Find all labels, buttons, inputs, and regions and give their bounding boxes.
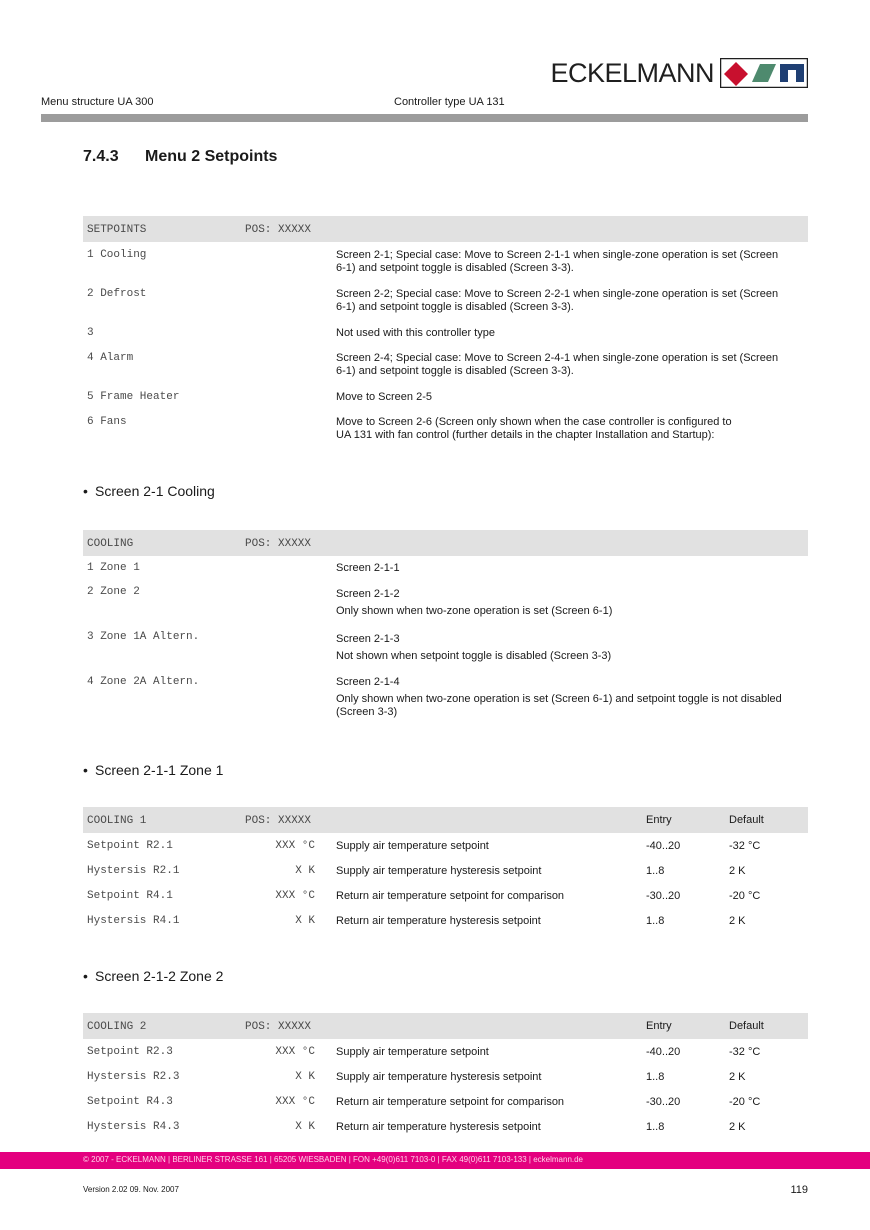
table-row (83, 669, 808, 719)
row-label: Hystersis R4.3 (87, 1121, 180, 1133)
row-value: X K (295, 915, 315, 927)
header-default: Default (729, 814, 764, 826)
table-row (83, 833, 808, 858)
bullet-icon: • (83, 762, 88, 778)
row-default: -32 °C (729, 1046, 761, 1058)
zone2-table (83, 1013, 808, 1139)
row-entry: 1..8 (646, 1121, 665, 1133)
row-label: 4 Alarm (87, 352, 134, 364)
row-desc: Supply air temperature setpoint (336, 840, 489, 852)
table-row (83, 858, 808, 883)
header-entry: Entry (646, 814, 672, 826)
row-desc: Supply air temperature setpoint (336, 1046, 489, 1058)
row-label: 3 Zone 1A Altern. (87, 631, 200, 643)
header-left: Menu structure UA 300 (41, 96, 154, 108)
row-value: XXX °C (275, 840, 315, 852)
brand-logo (550, 58, 808, 88)
row-entry: 1..8 (646, 915, 665, 927)
row-entry: 1..8 (646, 1071, 665, 1083)
table-row (83, 1114, 808, 1139)
header-bar (41, 114, 808, 122)
table-header (83, 1013, 808, 1039)
header-middle: Controller type UA 131 (394, 96, 505, 108)
row-desc: Screen 2-1-2 Only shown when two-zone operation is set (Screen 6-1) (336, 588, 613, 617)
row-desc: Screen 2-4; Special case: Move to Screen 2-4-1 when single-zone operation is set (Screen 6-1) and setpoint toggle is disabled (Screen 3-3). (336, 352, 779, 377)
row-label: 4 Zone 2A Altern. (87, 676, 200, 688)
row-desc: Return air temperature setpoint for comparison (336, 890, 565, 902)
table-row (83, 242, 808, 281)
header-entry: Entry (646, 1020, 672, 1032)
header-pos: POS: XXXXX (245, 224, 312, 236)
table-row (83, 409, 808, 448)
table-row (83, 1064, 808, 1089)
row-desc: Supply air temperature hysteresis setpoint (336, 1071, 542, 1083)
row-desc: Not used with this controller type (336, 327, 495, 339)
footer-contact: © 2007 - ECKELMANN | BERLINER STRASSE 161 | 65205 WIESBADEN | FON +49(0)611 7103-0 | FAX 49(0)611 7103-133 | eckelmann.de (83, 1155, 584, 1164)
row-default: 2 K (729, 915, 746, 927)
table-header (83, 530, 808, 556)
row-desc: Screen 2-1; Special case: Move to Screen 2-1-1 when single-zone operation is set (Screen 6-1) and setpoint toggle is disabled (Screen 3-3). (336, 249, 779, 274)
section-number: 7.4.3 (83, 148, 119, 165)
header-title: COOLING (87, 538, 134, 550)
table-row (83, 1089, 808, 1114)
header-pos: POS: XXXXX (245, 815, 312, 827)
row-default: -20 °C (729, 1096, 761, 1108)
table-row (83, 883, 808, 908)
row-default: 2 K (729, 1071, 746, 1083)
row-desc: Move to Screen 2-5 (336, 391, 432, 403)
table-row (83, 579, 808, 624)
table-row (83, 384, 808, 409)
row-desc: Move to Screen 2-6 (Screen only shown when the case controller is configured to UA 131 with fan control (further details in the chapter Installation and Startup): (336, 416, 732, 441)
table-header (83, 807, 808, 833)
header-title: COOLING 1 (87, 815, 147, 827)
row-label: Hystersis R4.1 (87, 915, 180, 927)
row-default: -32 °C (729, 840, 761, 852)
table-row (83, 345, 808, 384)
row-entry: -30..20 (646, 890, 681, 902)
row-label: 1 Zone 1 (87, 562, 140, 574)
section-title-text: Menu 2 Setpoints (145, 148, 278, 165)
bullet-heading: • Screen 2-1-1 Zone 1 (83, 762, 224, 778)
row-entry: 1..8 (646, 865, 665, 877)
row-desc: Screen 2-1-1 (336, 562, 400, 574)
row-value: XXX °C (275, 1046, 315, 1058)
table-row (83, 281, 808, 320)
table-row (83, 908, 808, 933)
section-title (83, 148, 277, 166)
row-desc: Return air temperature hysteresis setpoint (336, 915, 541, 927)
row-label: Hystersis R2.1 (87, 865, 180, 877)
row-label: Setpoint R2.3 (87, 1046, 173, 1058)
header-pos: POS: XXXXX (245, 538, 312, 550)
row-label: Hystersis R2.3 (87, 1071, 180, 1083)
row-entry: -40..20 (646, 1046, 681, 1058)
row-label: 2 Defrost (87, 288, 147, 300)
row-desc: Return air temperature hysteresis setpoint (336, 1121, 541, 1133)
row-default: -20 °C (729, 890, 761, 902)
zone1-table (83, 807, 808, 933)
cooling-table (83, 530, 808, 719)
row-entry: -40..20 (646, 840, 681, 852)
row-label: 5 Frame Heater (87, 391, 180, 403)
row-label: 2 Zone 2 (87, 586, 140, 598)
row-value: X K (295, 865, 315, 877)
row-label: Setpoint R4.3 (87, 1096, 173, 1108)
version-info: Version 2.02 09. Nov. 2007 (83, 1185, 179, 1194)
row-desc: Supply air temperature hysteresis setpoint (336, 865, 542, 877)
row-label: 3 (87, 327, 94, 339)
page-number: 119 (790, 1184, 808, 1196)
bullet-heading: • Screen 2-1 Cooling (83, 483, 215, 499)
bullet-heading: • Screen 2-1-2 Zone 2 (83, 968, 224, 984)
row-value: XXX °C (275, 890, 315, 902)
row-label: 1 Cooling (87, 249, 147, 261)
table-row (83, 1039, 808, 1064)
row-desc: Return air temperature setpoint for comparison (336, 1096, 565, 1108)
header-pos: POS: XXXXX (245, 1021, 312, 1033)
header-title: SETPOINTS (87, 224, 147, 236)
row-desc: Screen 2-2; Special case: Move to Screen 2-2-1 when single-zone operation is set (Screen 6-1) and setpoint toggle is disabled (Screen 3-3). (336, 288, 779, 313)
row-desc: Screen 2-1-4 Only shown when two-zone operation is set (Screen 6-1) and setpoint toggle is not disabled (Screen 3-3) (336, 676, 782, 718)
table-row (83, 624, 808, 669)
row-value: X K (295, 1071, 315, 1083)
header-title: COOLING 2 (87, 1021, 147, 1033)
brand-name: ECKELMANN (550, 57, 714, 88)
row-default: 2 K (729, 1121, 746, 1133)
table-row (83, 320, 808, 345)
row-desc: Screen 2-1-3 Not shown when setpoint toggle is disabled (Screen 3-3) (336, 633, 612, 662)
setpoints-table (83, 216, 808, 448)
bullet-icon: • (83, 483, 88, 499)
row-label: 6 Fans (87, 416, 127, 428)
header-default: Default (729, 1020, 764, 1032)
logo-mark-icon (720, 58, 808, 88)
row-value: X K (295, 1121, 315, 1133)
table-row (83, 556, 808, 579)
row-value: XXX °C (275, 1096, 315, 1108)
table-header (83, 216, 808, 242)
row-default: 2 K (729, 865, 746, 877)
row-label: Setpoint R2.1 (87, 840, 173, 852)
bullet-icon: • (83, 968, 88, 984)
row-entry: -30..20 (646, 1096, 681, 1108)
row-label: Setpoint R4.1 (87, 890, 173, 902)
